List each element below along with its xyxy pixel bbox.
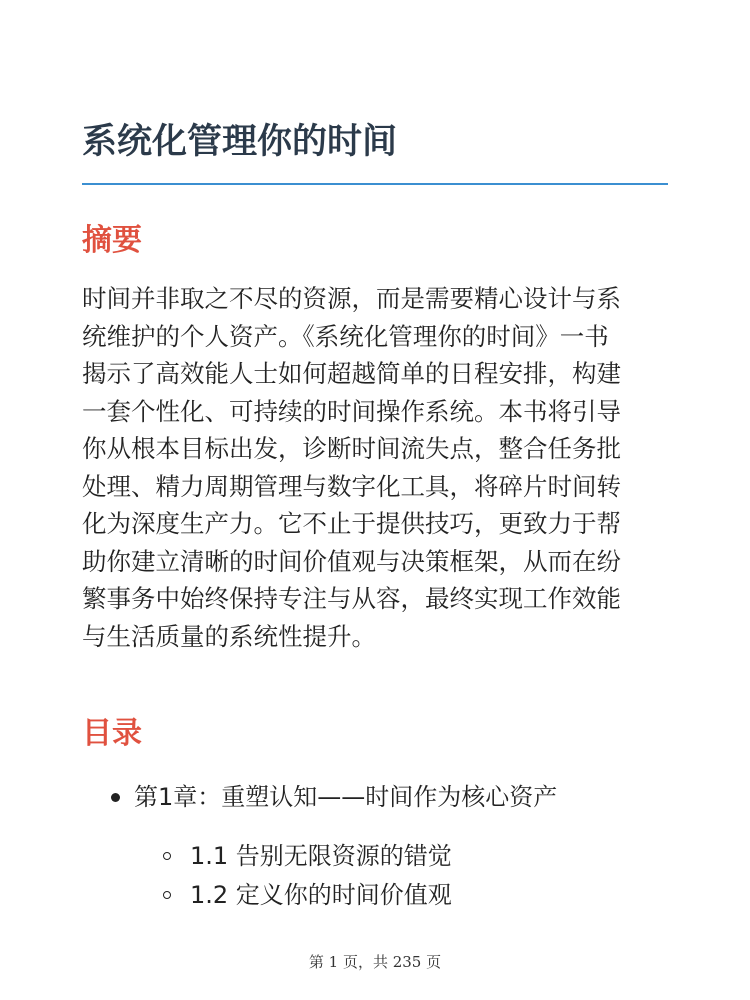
abstract-line: 统维护的个人资产。《系统化管理你的时间》一书 (82, 321, 609, 351)
abstract-line: 繁事务中始终保持专注与从容，最终实现工作效能 (82, 584, 621, 613)
document-title: 系统化管理你的时间 (82, 122, 398, 162)
toc-heading: 目录 (82, 716, 142, 751)
abstract-line: 助你建立清晰的时间价值观与决策框架，从而在纷 (82, 546, 621, 576)
abstract-line: 揭示了高效能人士如何超越简单的日程安排，构建 (82, 359, 621, 388)
abstract-line: 你从根本目标出发，诊断时间流失点，整合任务批 (82, 434, 621, 463)
hollow-bullet-icon (163, 891, 171, 899)
hollow-bullet-icon (163, 852, 171, 860)
toc-chapter-1-link[interactable]: 第1章：重塑认知——时间作为核心资产 (134, 783, 558, 811)
title-divider (82, 183, 668, 185)
page-number-footer: 第 1 页，共 235 页 (308, 953, 442, 971)
abstract-line: 一套个性化、可持续的时间操作系统。本书将引导 (82, 396, 621, 426)
abstract-line: 与生活质量的系统性提升。 (82, 621, 376, 651)
abstract-line: 时间并非取之不尽的资源，而是需要精心设计与系 (82, 284, 621, 313)
abstract-line: 处理、精力周期管理与数字化工具，将碎片时间转 (82, 471, 621, 501)
toc-section-1-1-link[interactable]: 1.1 告别无限资源的错觉 (190, 842, 452, 870)
toc-section-1-2-link[interactable]: 1.2 定义你的时间价值观 (190, 881, 452, 909)
filled-bullet-icon (111, 793, 120, 802)
abstract-heading: 摘要 (82, 223, 142, 258)
abstract-paragraph (82, 280, 672, 655)
abstract-line: 化为深度生产力。它不止于提供技巧，更致力于帮 (82, 509, 621, 538)
